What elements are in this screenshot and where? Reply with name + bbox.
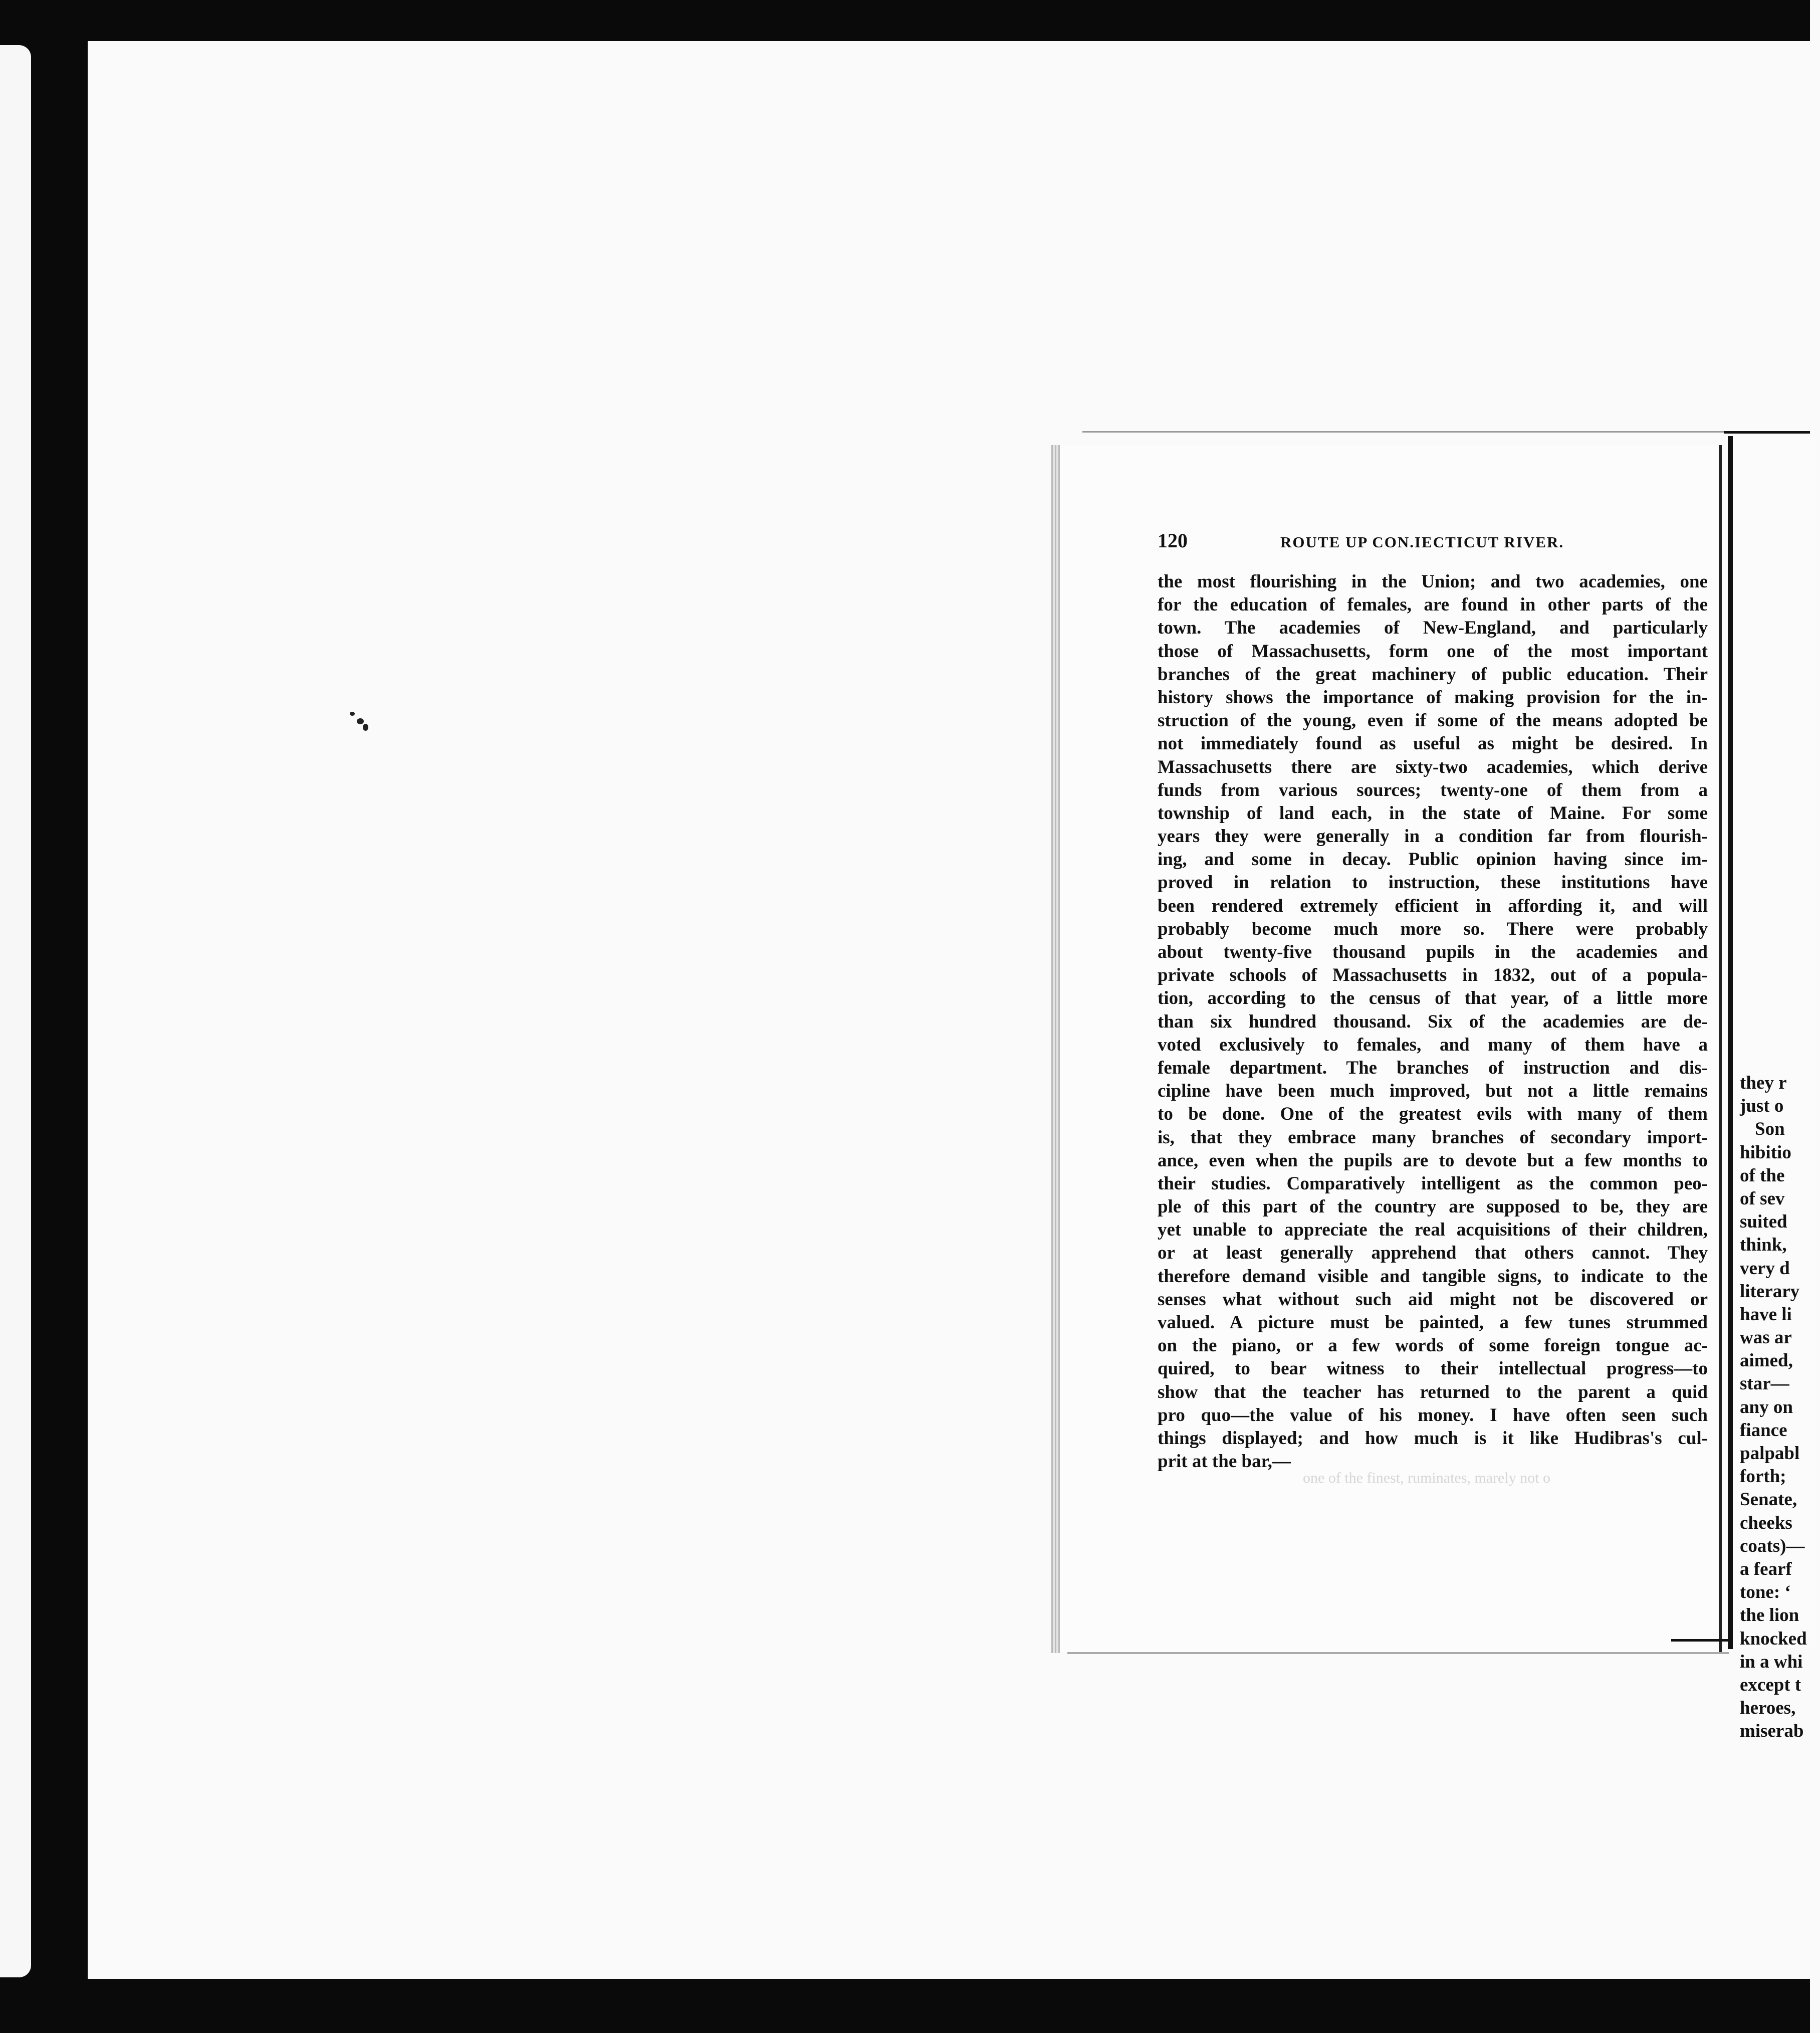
dust-speck [363, 724, 368, 731]
facing-text-line: the lion [1740, 1605, 1799, 1626]
text-line: ance, even when the pupils are to devote but a few months to [1158, 1150, 1708, 1171]
facing-text-line: of sev [1740, 1188, 1785, 1209]
text-line: township of land each, in the state of Maine. For some [1158, 802, 1708, 824]
text-line: those of Massachusetts, form one of the most important [1158, 641, 1708, 662]
facing-text-line: suited [1740, 1211, 1787, 1233]
text-line: branches of the great machinery of public education. Their [1158, 664, 1708, 685]
body-text [1158, 570, 1708, 1473]
bleed-through-text: one of the finest, ruminates, marely not o [1303, 1470, 1551, 1486]
text-line: quired, to bear witness to their intellectual progress—to [1158, 1358, 1708, 1379]
text-line: proved in relation to instruction, these institutions have [1158, 872, 1708, 893]
facing-text-line: forth; [1740, 1466, 1786, 1487]
text-line: about twenty-five thousand pupils in the academies and [1158, 942, 1708, 962]
text-line: tion, according to the census of that year, of a little more [1158, 988, 1708, 1009]
facing-text-line: palpabl [1740, 1443, 1800, 1464]
facing-page [1728, 436, 1815, 1742]
facing-page-text [1740, 1072, 1820, 1743]
page-top-edge [1082, 431, 1744, 433]
text-line: private schools of Massachusetts in 1832, out of a popula- [1158, 965, 1708, 986]
facing-text-line: of the [1740, 1165, 1785, 1186]
dust-speck [350, 712, 355, 716]
text-line: on the piano, or a few words of some foreign tongue ac- [1158, 1335, 1708, 1356]
facing-text-line: any on [1740, 1396, 1793, 1417]
facing-text-line: was ar [1740, 1327, 1792, 1348]
facing-text-line: miserab [1740, 1721, 1804, 1742]
previous-page-sliver [0, 45, 31, 1977]
facing-text-line: have li [1740, 1304, 1792, 1325]
text-line: pro quo—the value of his money. I have often seen such [1158, 1404, 1708, 1426]
text-line: things displayed; and how much is it like Hudibras's cul- [1158, 1428, 1708, 1449]
text-line: been rendered extremely efficient in affording it, and will [1158, 895, 1708, 916]
text-line: history shows the importance of making provision for the in- [1158, 687, 1708, 708]
text-line: voted exclusively to females, and many of them have a [1158, 1034, 1708, 1055]
facing-text-line: coats)— [1740, 1535, 1805, 1556]
text-line: ing, and some in decay. Public opinion having since im- [1158, 849, 1708, 870]
facing-text-line: fiance [1740, 1419, 1787, 1441]
facing-text-line: Son [1755, 1119, 1785, 1140]
text-line: is, that they embrace many branches of secondary import- [1158, 1127, 1708, 1148]
text-line: valued. A picture must be painted, a few tunes strummed [1158, 1312, 1708, 1333]
text-line: funds from various sources; twenty-one of them from a [1158, 779, 1708, 800]
text-line: probably become much more so. There were probably [1158, 918, 1708, 939]
text-line: struction of the young, even if some of the means adopted be [1158, 710, 1708, 731]
text-line: ple of this part of the country are supposed to be, they are [1158, 1196, 1708, 1217]
facing-text-line: hibitio [1740, 1142, 1791, 1163]
text-line: not immediately found as useful as might be desired. In [1158, 733, 1708, 754]
facing-text-line: knocked [1740, 1628, 1807, 1649]
text-line: their studies. Comparatively intelligent as the common peo- [1158, 1173, 1708, 1194]
text-line: or at least generally apprehend that others cannot. They [1158, 1243, 1708, 1264]
text-line: years they were generally in a condition far from flourish- [1158, 826, 1708, 847]
text-line: therefore demand visible and tangible signs, to indicate to the [1158, 1266, 1708, 1287]
running-head [1158, 529, 1709, 559]
text-line: town. The academies of New-England, and particularly [1158, 618, 1708, 639]
text-line: to be done. One of the greatest evils with many of them [1158, 1104, 1708, 1125]
facing-text-line: except t [1740, 1674, 1801, 1695]
text-line: yet unable to appreciate the real acquisitions of their children, [1158, 1219, 1708, 1241]
facing-text-line: Senate, [1740, 1489, 1797, 1510]
page-number: 120 [1158, 529, 1188, 552]
text-line: prit at the bar,— [1158, 1451, 1291, 1472]
facing-text-line: a fearf [1740, 1558, 1792, 1579]
text-line: senses what without such aid might not be discovered or [1158, 1289, 1708, 1310]
facing-text-line: heroes, [1740, 1698, 1796, 1719]
text-line: female department. The branches of instruction and dis- [1158, 1057, 1708, 1078]
text-line: Massachusetts there are sixty-two academies, which derive [1158, 756, 1708, 777]
facing-text-line: in a whi [1740, 1651, 1803, 1672]
facing-text-line: star— [1740, 1373, 1789, 1394]
facing-text-line: literary [1740, 1281, 1800, 1302]
facing-text-line: aimed, [1740, 1350, 1793, 1371]
text-line: cipline have been much improved, but not a little remains [1158, 1081, 1708, 1102]
facing-page-top-rule [1724, 431, 1810, 434]
facing-text-line: just o [1740, 1096, 1784, 1117]
text-line: than six hundred thousand. Six of the academies are de- [1158, 1011, 1708, 1032]
text-line: for the education of females, are found in other parts of the [1158, 594, 1708, 616]
scan-border-bottom [0, 1979, 1810, 2033]
dust-speck [357, 718, 364, 724]
facing-text-line: think, [1740, 1235, 1787, 1256]
scan-border-top [0, 0, 1810, 41]
facing-text-line: tone: ‘ [1740, 1582, 1791, 1603]
text-line: the most flourishing in the Union; and two academies, one [1158, 571, 1708, 592]
facing-text-line: very d [1740, 1258, 1790, 1279]
running-title: ROUTE UP CON.IECTICUT RIVER. [1280, 533, 1564, 551]
facing-text-line: they r [1740, 1073, 1787, 1093]
facing-text-line: cheeks [1740, 1512, 1792, 1533]
text-line: show that the teacher has returned to the parent a quid [1158, 1381, 1708, 1402]
page-bottom-edge [1067, 1652, 1729, 1654]
